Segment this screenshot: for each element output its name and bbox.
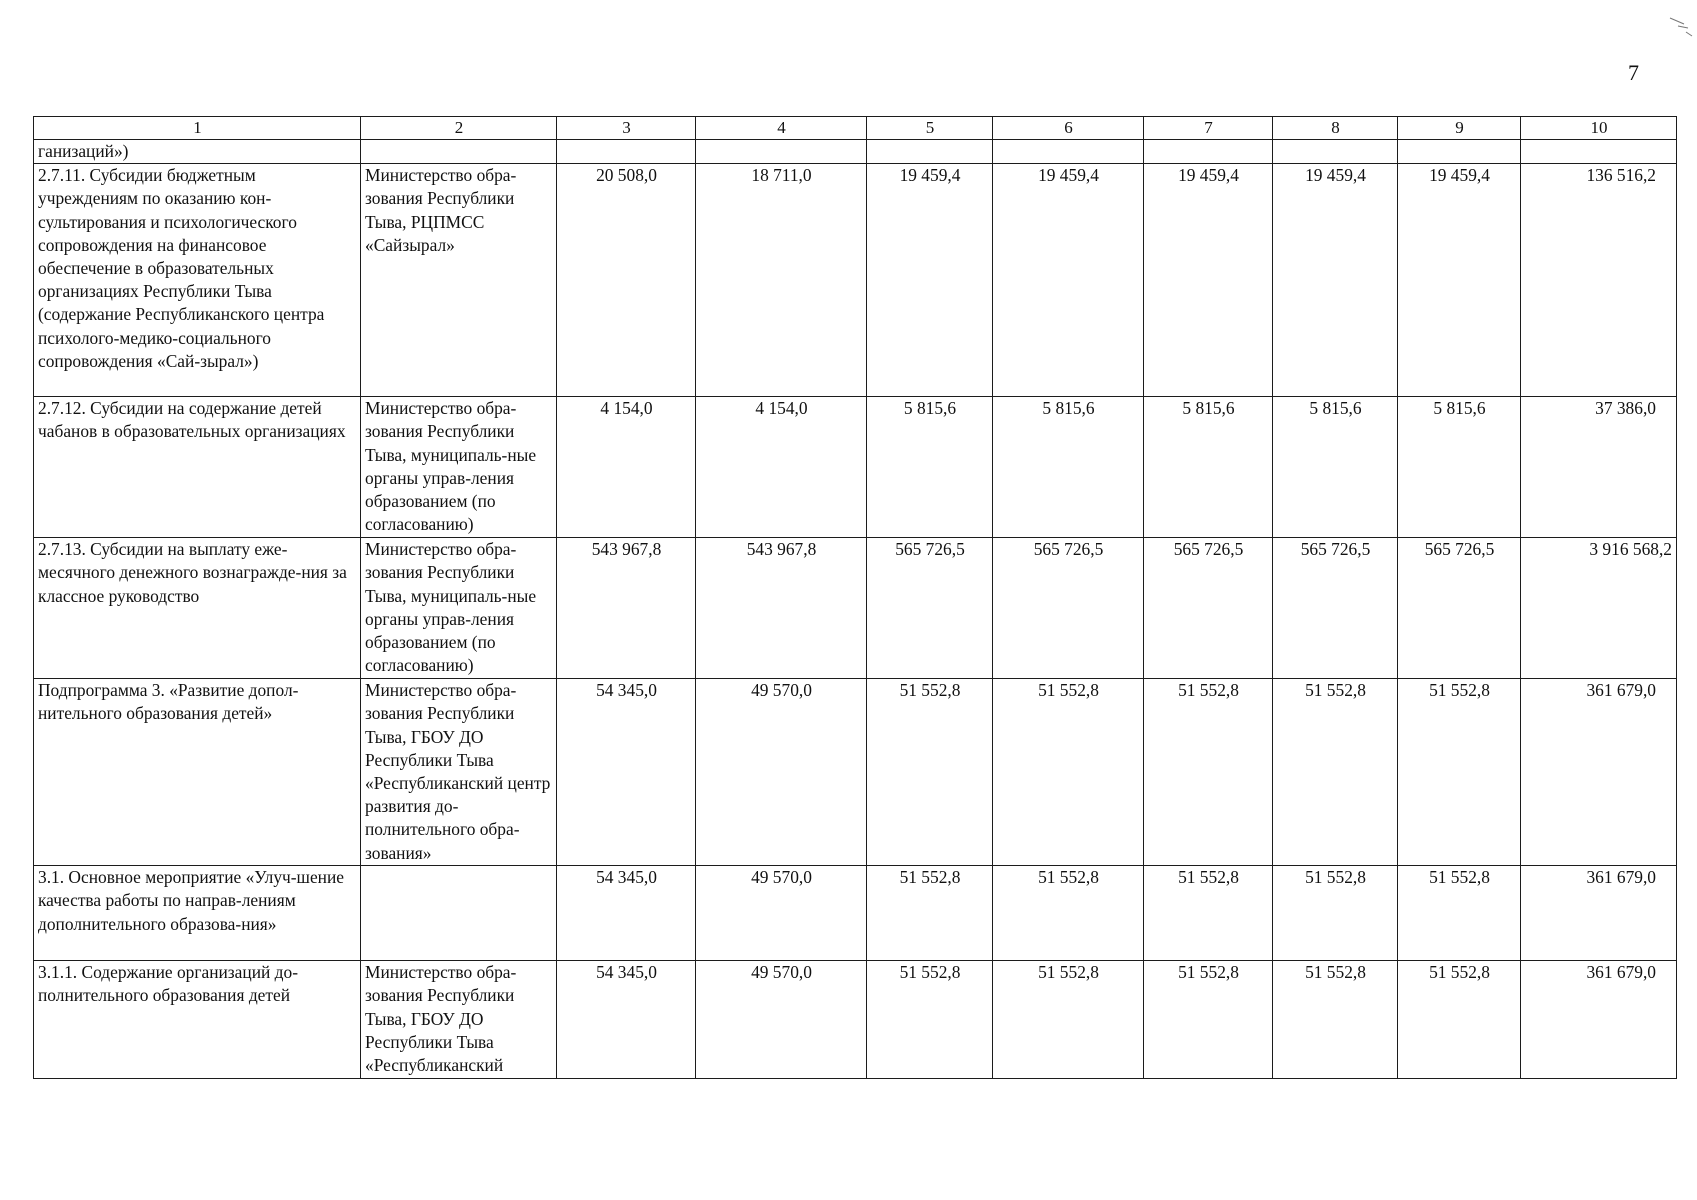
- column-header: 10: [1521, 117, 1677, 140]
- table-row: [34, 866, 1677, 961]
- row-name-cell: 2.7.11. Субсидии бюджетным учреждениям по оказанию кон-сультирования и психологического сопровождения на финансовое обеспечение в образовательных организациях Республики Тыва (содержание Республиканского центра психолого-медико-социального сопровождения «Сай-зырал»): [34, 164, 361, 397]
- value-cell: 543 967,8: [557, 538, 696, 679]
- table-row-subprogram: [34, 679, 1677, 866]
- table-row: [34, 961, 1677, 1079]
- value-cell: 51 552,8: [1144, 961, 1273, 1079]
- row-name-cell: ганизаций»): [34, 140, 361, 164]
- total-cell: 361 679,0: [1521, 866, 1677, 961]
- table-row: [34, 164, 1677, 397]
- row-name-cell: 3.1.1. Содержание организаций до-полнительного образования детей: [34, 961, 361, 1079]
- responsible-cell: Министерство обра-зования Республики Тыва, РЦПМСС «Сайзырал»: [361, 164, 557, 397]
- column-header: 2: [361, 117, 557, 140]
- column-header: 7: [1144, 117, 1273, 140]
- value-cell: 5 815,6: [867, 397, 993, 538]
- value-cell: 51 552,8: [867, 961, 993, 1079]
- responsible-cell: Министерство обра-зования Республики Тыва, муниципаль-ные органы управ-ления образованием (по согласованию): [361, 397, 557, 538]
- column-header: 3: [557, 117, 696, 140]
- total-cell: 37 386,0: [1521, 397, 1677, 538]
- column-header: 8: [1273, 117, 1398, 140]
- scan-mark-icon: [1668, 14, 1694, 40]
- column-number-row: [34, 117, 1677, 140]
- row-name-cell: 2.7.12. Субсидии на содержание детей чабанов в образовательных организациях: [34, 397, 361, 538]
- value-cell: 20 508,0: [557, 164, 696, 397]
- value-cell: 565 726,5: [1273, 538, 1398, 679]
- column-header: 4: [696, 117, 867, 140]
- value-cell: 49 570,0: [696, 961, 867, 1079]
- value-cell: 565 726,5: [1144, 538, 1273, 679]
- value-cell: 19 459,4: [1144, 164, 1273, 397]
- value-cell: 5 815,6: [1273, 397, 1398, 538]
- value-cell: 5 815,6: [1398, 397, 1521, 538]
- page-number: 7: [1628, 60, 1639, 85]
- value-cell: 49 570,0: [696, 679, 867, 866]
- empty-cell: [867, 140, 993, 164]
- value-cell: 51 552,8: [1273, 961, 1398, 1079]
- value-cell: 54 345,0: [557, 961, 696, 1079]
- value-cell: 4 154,0: [696, 397, 867, 538]
- column-header: 5: [867, 117, 993, 140]
- empty-cell: [1398, 140, 1521, 164]
- empty-cell: [696, 140, 867, 164]
- table-row: [34, 538, 1677, 679]
- empty-cell: [1521, 140, 1677, 164]
- responsible-cell: Министерство обра-зования Республики Тыва, муниципаль-ные органы управ-ления образованием (по согласованию): [361, 538, 557, 679]
- empty-cell: [1144, 140, 1273, 164]
- value-cell: 51 552,8: [1273, 866, 1398, 961]
- value-cell: 51 552,8: [1398, 961, 1521, 1079]
- value-cell: 19 459,4: [1398, 164, 1521, 397]
- value-cell: 51 552,8: [867, 866, 993, 961]
- column-header: 9: [1398, 117, 1521, 140]
- value-cell: 51 552,8: [993, 866, 1144, 961]
- row-name-cell: 2.7.13. Субсидии на выплату еже-месячного денежного вознагражде-ния за классное руководство: [34, 538, 361, 679]
- value-cell: 565 726,5: [1398, 538, 1521, 679]
- value-cell: 54 345,0: [557, 679, 696, 866]
- table-row: [34, 397, 1677, 538]
- value-cell: 51 552,8: [1398, 866, 1521, 961]
- value-cell: 19 459,4: [993, 164, 1144, 397]
- row-name-cell: 3.1. Основное мероприятие «Улуч-шение качества работы по направ-лениям дополнительного образова-ния»: [34, 866, 361, 961]
- value-cell: 565 726,5: [867, 538, 993, 679]
- value-cell: 51 552,8: [867, 679, 993, 866]
- value-cell: 543 967,8: [696, 538, 867, 679]
- empty-cell: [993, 140, 1144, 164]
- empty-cell: [1273, 140, 1398, 164]
- value-cell: 51 552,8: [1273, 679, 1398, 866]
- value-cell: 51 552,8: [993, 961, 1144, 1079]
- total-cell: 361 679,0: [1521, 679, 1677, 866]
- value-cell: 54 345,0: [557, 866, 696, 961]
- value-cell: 51 552,8: [993, 679, 1144, 866]
- total-cell: 136 516,2: [1521, 164, 1677, 397]
- empty-cell: [557, 140, 696, 164]
- value-cell: 51 552,8: [1398, 679, 1521, 866]
- total-cell: 3 916 568,2: [1521, 538, 1677, 679]
- value-cell: 51 552,8: [1144, 679, 1273, 866]
- empty-cell: [361, 140, 557, 164]
- value-cell: 19 459,4: [867, 164, 993, 397]
- total-cell: 361 679,0: [1521, 961, 1677, 1079]
- value-cell: 18 711,0: [696, 164, 867, 397]
- value-cell: 49 570,0: [696, 866, 867, 961]
- column-header: 1: [34, 117, 361, 140]
- value-cell: 4 154,0: [557, 397, 696, 538]
- value-cell: 565 726,5: [993, 538, 1144, 679]
- value-cell: 51 552,8: [1144, 866, 1273, 961]
- row-name-cell: Подпрограмма 3. «Развитие допол-нительного образования детей»: [34, 679, 361, 866]
- responsible-cell: [361, 866, 557, 961]
- value-cell: 5 815,6: [1144, 397, 1273, 538]
- value-cell: 19 459,4: [1273, 164, 1398, 397]
- column-header: 6: [993, 117, 1144, 140]
- table-row-continuation: [34, 140, 1677, 164]
- responsible-cell: Министерство обра-зования Республики Тыва, ГБОУ ДО Республики Тыва «Республиканский центр развития до-полнительного обра-зования»: [361, 679, 557, 866]
- value-cell: 5 815,6: [993, 397, 1144, 538]
- budget-table: [33, 116, 1677, 1079]
- responsible-cell: Министерство обра-зования Республики Тыва, ГБОУ ДО Республики Тыва «Республиканский: [361, 961, 557, 1079]
